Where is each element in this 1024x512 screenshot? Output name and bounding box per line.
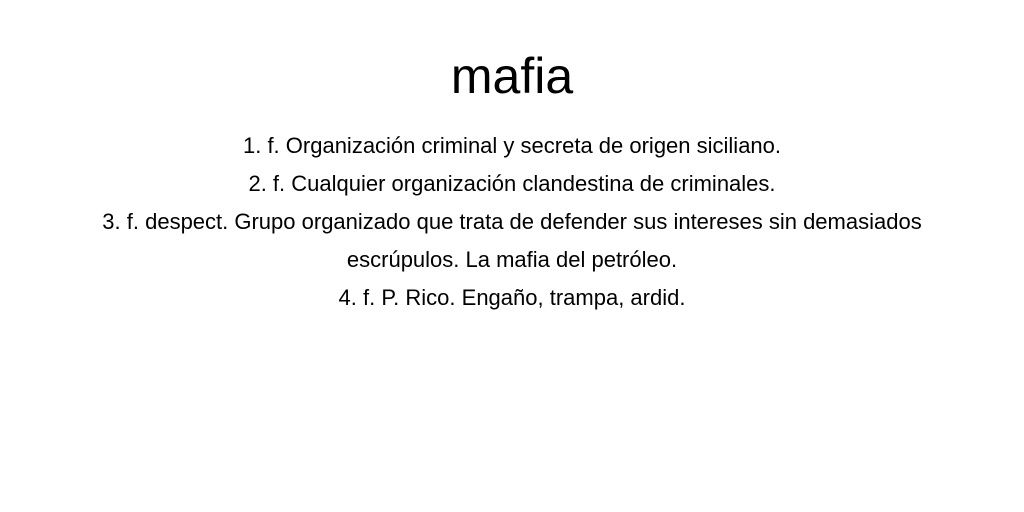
- headword-title: mafia: [450, 48, 574, 104]
- definition-list: [100, 127, 924, 317]
- definition-item: 4. f. P. Rico. Engaño, trampa, ardid.: [338, 285, 686, 310]
- definition-item: 1. f. Organización criminal y secreta de origen siciliano.: [242, 133, 782, 158]
- definition-item: 3. f. despect. Grupo organizado que trata de defender sus intereses sin demasiados escrúpulos. La mafia del petróleo.: [102, 209, 922, 272]
- definition-item: 2. f. Cualquier organización clandestina de criminales.: [248, 171, 776, 196]
